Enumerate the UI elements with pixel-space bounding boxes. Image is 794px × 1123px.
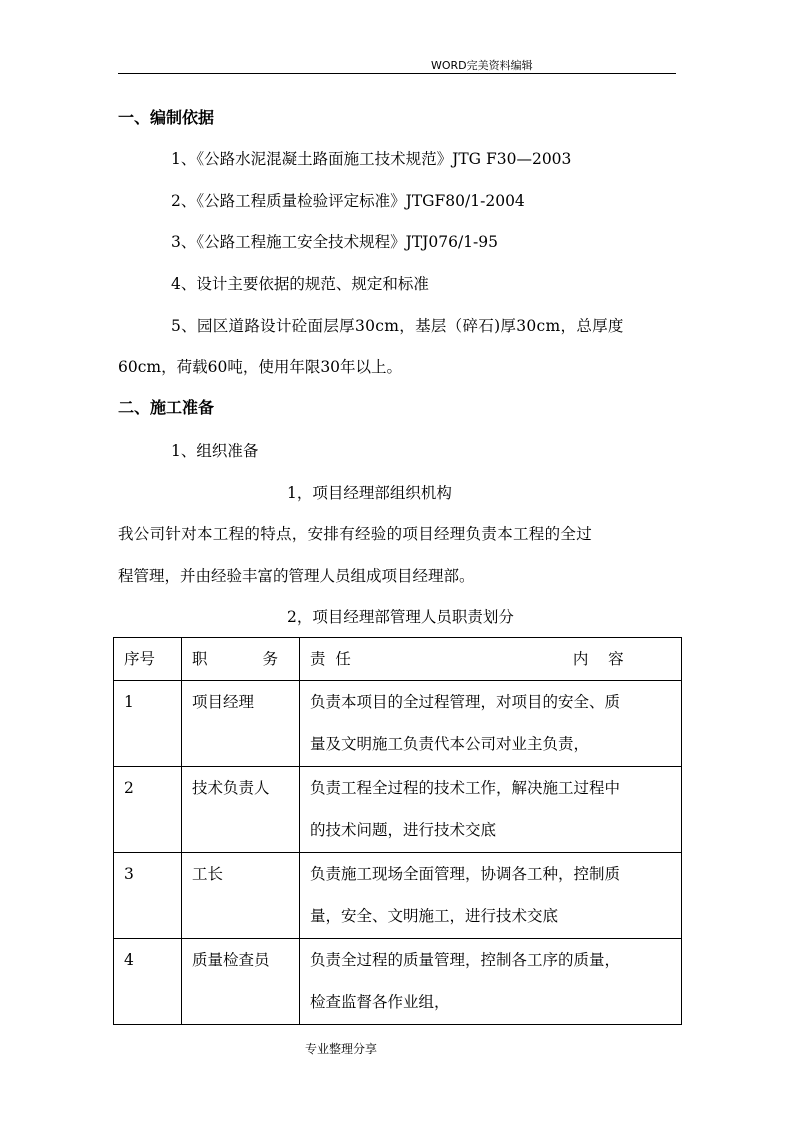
row-duty: 负责工程全过程的技术工作，解决施工过程中 的技术问题，进行技术交底 [300, 767, 682, 853]
row-duty: 负责本项目的全过程管理，对项目的安全、质 量及文明施工负责代本公司对业主负责， [300, 681, 682, 767]
table-row [114, 853, 682, 939]
section-heading-preparation: 二、施工准备 [118, 398, 215, 417]
basis-item-1: 1、《公路水泥混凝土路面施工技术规范》JTG F30—2003 [171, 150, 572, 168]
paragraph-line1: 我公司针对本工程的特点，安排有经验的项目经理负责本工程的全过 [118, 525, 593, 543]
basis-item-5-line2: 60cm，荷载60吨，使用年限30年以上。 [118, 358, 403, 376]
duty-table [113, 637, 682, 1025]
header-role-b: 务 [262, 650, 279, 668]
header-role [182, 638, 300, 681]
section-heading-basis: 一、编制依据 [118, 108, 215, 127]
basis-item-4: 4、设计主要依据的规范、规定和标准 [171, 275, 429, 293]
header-duty [300, 638, 682, 681]
row-role: 项目经理 [182, 681, 300, 767]
row-seq: 3 [114, 853, 182, 939]
row-seq: 1 [114, 681, 182, 767]
table-row [114, 681, 682, 767]
header-rule [118, 73, 676, 74]
basis-item-2: 2、《公路工程质量检验评定标准》JTGF80/1-2004 [171, 192, 525, 210]
header-role-a: 职 [192, 650, 208, 668]
table-row [114, 767, 682, 853]
subsection-organization: 1、组织准备 [171, 442, 259, 460]
table-row [114, 939, 682, 1025]
subsection-org-structure: 1，项目经理部组织机构 [287, 484, 452, 502]
row-duty: 负责施工现场全面管理，协调各工种，控制质 量，安全、文明施工，进行技术交底 [300, 853, 682, 939]
row-seq: 2 [114, 767, 182, 853]
row-duty: 负责全过程的质量管理，控制各工序的质量， 检查监督各作业组， [300, 939, 682, 1025]
subsection-duty-division: 2，项目经理部管理人员职责划分 [287, 608, 514, 626]
row-role: 工长 [182, 853, 300, 939]
page-footer-text: 专业整理分享 [305, 1042, 378, 1056]
header-duty-b: 内 容 [572, 650, 624, 668]
page-header-text: WORD完美资料编辑 [431, 59, 533, 72]
header-seq: 序号 [114, 638, 182, 681]
paragraph-line2: 程管理，并由经验丰富的管理人员组成项目经理部。 [118, 567, 475, 585]
basis-item-5-line1: 5、园区道路设计砼面层厚30cm，基层（碎石)厚30cm，总厚度 [171, 317, 624, 335]
table-header-row [114, 638, 682, 681]
row-role: 质量检查员 [182, 939, 300, 1025]
row-role: 技术负责人 [182, 767, 300, 853]
basis-item-3: 3、《公路工程施工安全技术规程》JTJ076/1-95 [171, 233, 499, 251]
row-seq: 4 [114, 939, 182, 1025]
header-duty-a: 责 任 [310, 650, 351, 668]
